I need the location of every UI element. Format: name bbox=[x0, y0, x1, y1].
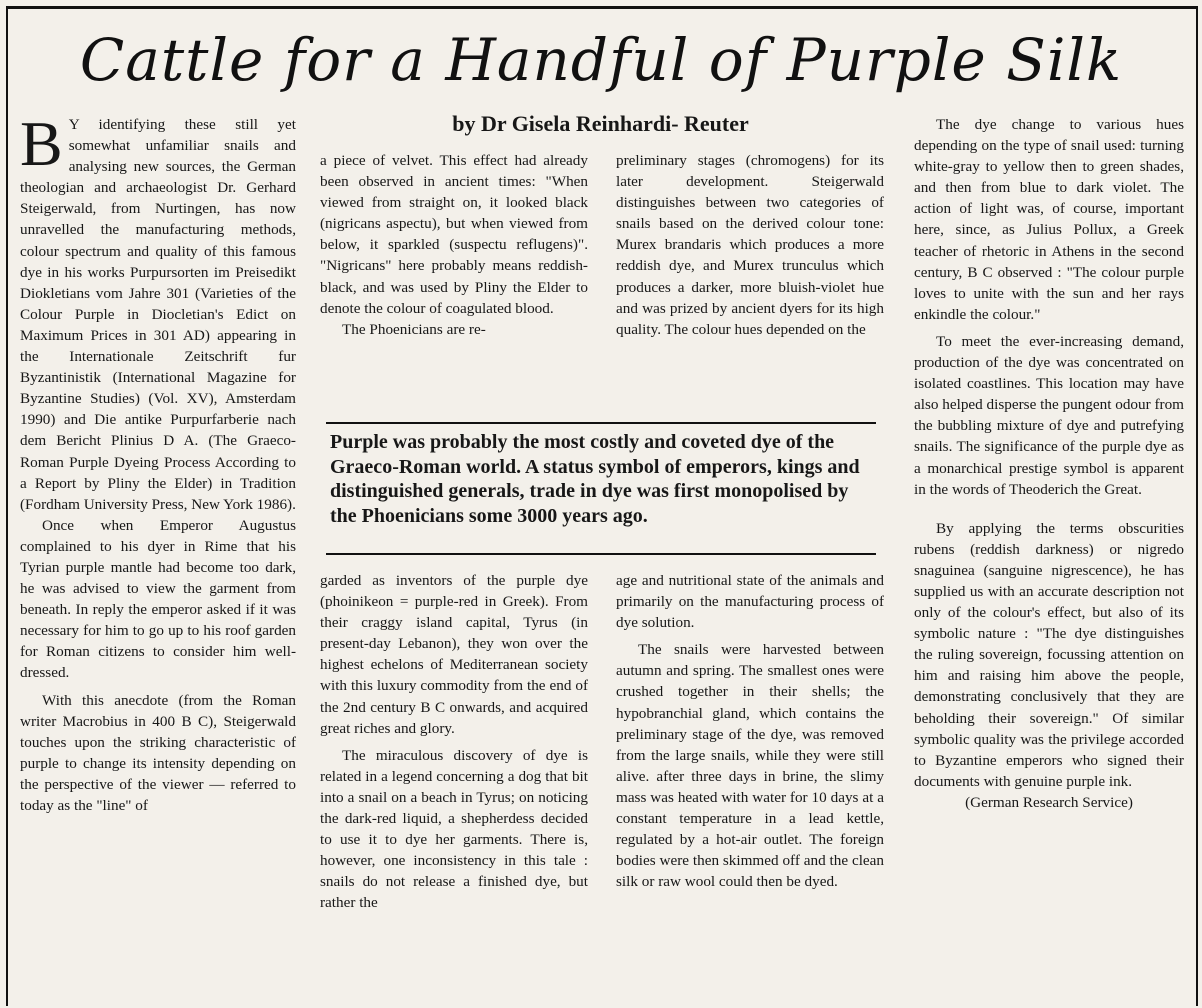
pullquote: Purple was probably the most costly and coveted dye of the Graeco-Roman world. A status symbol of emperors, kings and distinguished generals, trade in dye was first monopolised by the Phoenicians some 3000 years ago. bbox=[330, 431, 860, 527]
paragraph: By applying the terms obscurities rubens (reddish darkness) or nigredo snaguinea (sanguine nigrescence), he has supplied us with an accurate description not only of the colour's effect, but also of its symbolic nature : "The dye distinguishes the ruling sovereign, focussing attention on him and raising him above the people, demonstrating conclusively that they are beholding their sovereign." Of similar symbolic quality was the privilege accorded to Byzantine emperors who signed their documents with genuine purple ink. bbox=[914, 519, 1184, 790]
article-byline: by Dr Gisela Reinhardi- Reuter bbox=[452, 111, 749, 136]
column-3 bbox=[616, 150, 884, 402]
paragraph: Once when Emperor Augustus complained to his dyer in Rime that his Tyrian purple mantle had become too dark, he was advised to view the garment from beneath. In reply the emperor asked if it was necessary for him to go up to his roof garden for Roman citizens to consider him well-dressed. bbox=[20, 516, 296, 682]
paragraph: The miraculous discovery of dye is related in a legend concerning a dog that bit into a snail on a beach in Tyrus; on noticing the dark-red liquid, a shepherdess decided to use it to dye her garments. There is, however, one inconsistency in this tale : snails do not release a finished dye, but rather the bbox=[320, 746, 588, 912]
column-2 bbox=[320, 150, 588, 402]
top-rule bbox=[6, 6, 1196, 9]
column-4 bbox=[914, 114, 1184, 1008]
column-6 bbox=[616, 570, 884, 1008]
paragraph: age and nutritional state of the animals and primarily on the manufacturing process of dye solution. bbox=[616, 572, 884, 632]
paragraph: The dye change to various hues depending on the type of snail used: turning white-gray to yellow then to green shades, and then from blue to dark violet. The action of light was, of course, important here, since, as Julius Pollux, a Greek teacher of rhetoric in Athens in the second century, B C observed : "The colour purple loves to unite with the sun and her rays enkindle the colour." bbox=[914, 116, 1184, 323]
pullquote-rule-bottom bbox=[326, 553, 876, 555]
paragraph: The Phoenicians are re- bbox=[342, 320, 486, 338]
paragraph: preliminary stages (chromogens) for its later development. Steigerwald distinguishes between two categories of snails based on the derived colour tone: Murex brandaris which produces a more reddish dye, and Murex trunculus which produces a darker, more bluish-violet hue and was prized by ancient dyers for its high quality. The colour hues depended on the bbox=[616, 152, 884, 338]
article-credit: (German Research Service) bbox=[965, 793, 1133, 811]
paragraph: a piece of velvet. This effect had already been observed in ancient times: "When viewed from straight on, it looked black (nigricans aspectu), but when viewed from below, it sparkled (suspectu reflugens)". "Nigricans" here probably means reddish-black, and was used by Pliny the Elder to denote the colour of coagulated blood. bbox=[320, 152, 588, 317]
article-title: Cattle for a Handful of Purple Silk bbox=[79, 26, 1123, 94]
paragraph: With this anecdote (from the Roman writer Macrobius in 400 B C), Steigerwald touches upon the striking characteristic of purple to change its intensity depending on the perspective of the viewer — referred to today as the "line" of bbox=[20, 691, 296, 814]
paragraph: garded as inventors of the purple dye (phoinikeon = purple-red in Greek). From their craggy island capital, Tyrus (in present-day Lebanon), they won over the highest echelons of Mediterranean society with this luxury commodity from the end of the 2nd century B C onwards, and acquired great riches and glory. bbox=[320, 572, 588, 737]
paragraph: The snails were harvested between autumn and spring. The smallest ones were crushed together in their shells; the hypobranchial gland, which contains the preliminary stage of the dye, was removed from the large snails, while they were still alive. after three days in brine, the slimy mass was heated with water for 10 days at a constant temperature in a lead kettle, regulated by a hot-air outlet. The foreign bodies were then skimmed off and the clean silk or raw wool could then be dyed. bbox=[616, 641, 884, 891]
column-5 bbox=[320, 570, 588, 1008]
paragraph: To meet the ever-increasing demand, production of the dye was concentrated on isolated coastlines. This location may have also helped disperse the pungent odour from the bubbling mixture of dye and putrefying snails. The significance of the purple dye as a monarchical prestige symbol is apparent in the words of Theoderich the Great. bbox=[914, 332, 1184, 498]
column-1 bbox=[20, 114, 296, 1008]
paragraph: Y identifying these still yet somewhat unfamiliar snails and analysing new sources, the German theologian and archaeologist Dr. Gerhard Steigerwald, from Nurtingen, has now unravelled the manufacturing methods, colour spectrum and quality of this famous dye in his works Purpursorten im Preisedikt Diokletians vom Jahre 301 (Varieties of the Colour Purple in Diocletian's Edict on Maximum Prices in 301 AD) appearing in the Internationale Zeitschrift fur Byzantinistik (International Magazine for Byzantine Studies) (Vol. XV), Amsterdam 1990) and Die antike Purpurfarberie nach dem Bericht Plinius D A. (The Graeco-Roman Purple Dyeing Process According to a Report by Pliny the Elder) in Tradition (Fordham University Press, New York 1986). bbox=[20, 116, 296, 513]
pullquote-rule-top bbox=[326, 422, 876, 424]
right-border bbox=[1196, 6, 1198, 1006]
left-border bbox=[6, 6, 8, 1006]
drop-cap: B bbox=[20, 114, 63, 179]
